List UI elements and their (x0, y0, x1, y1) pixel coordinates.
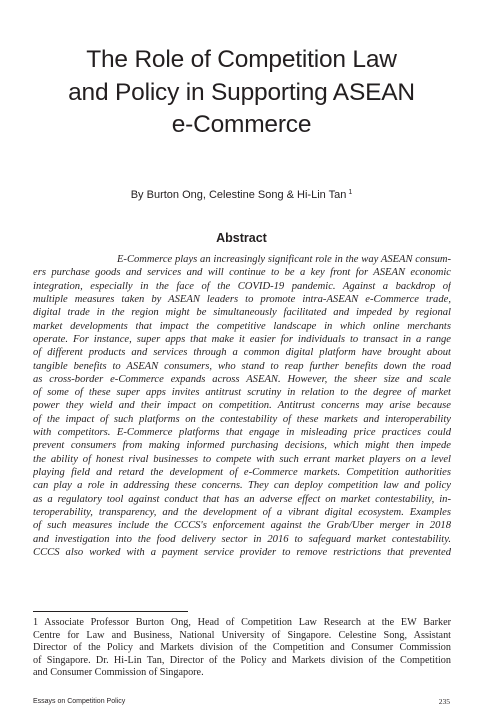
footnote-line: Director of the Policy and Markets division of the Competition and Consumer Commission (33, 642, 451, 654)
abstract-line: integration, especially in the face of the COVID-19 pandemic. Against a backdrop of (33, 280, 451, 292)
abstract-line: multiple measures taken by ASEAN leaders to promote intra-ASEAN e-Commerce trade, (33, 293, 451, 305)
abstract-line: power they wield and their impact on competition. Antitrust concerns may arise because (33, 400, 451, 412)
title-line: The Role of Competition Law (86, 46, 397, 73)
title-line: and Policy in Supporting ASEAN (68, 78, 415, 106)
abstract-line: prevent consumers from making informed purchasing decisions, which might then impede (33, 440, 451, 452)
abstract-line: E-Commerce plays an increasingly significant role in the way ASEAN consum- (117, 254, 451, 265)
abstract-line: can play a role in addressing these concerns. They can deploy competition law and policy (33, 480, 451, 492)
paper-title (0, 44, 483, 142)
page-number: 235 (438, 697, 450, 706)
abstract-line: of different products and services through a common digital platform have brought about (33, 347, 451, 359)
abstract-line: as cross-border e-Commerce expands across ASEAN. However, the sheer size and scale (33, 373, 451, 385)
footnote-line: and Consumer Commission of Singapore. (33, 667, 204, 679)
abstract-line: and investigation into the food delivery sector in 2016 to safeguard market contestability. (33, 533, 451, 545)
abstract-line: CCCS also worked with a payment service provider to remove restrictions that prevented (33, 546, 451, 558)
abstract-line: of such measures include the CCCS's enforcement against the Grab/Uber merger in 2018 (33, 520, 451, 532)
abstract-line: playing field and retard the development of e-Commerce markets. Competition authorities (33, 467, 451, 478)
footnote (33, 617, 451, 680)
footnote-line: of Singapore. Dr. Hi-Lin Tan, Director of the Policy and Markets division of the Competition (33, 654, 451, 666)
abstract-line: teroperability, transparency, and the development of a vibrant digital ecosystem. Examples (33, 506, 451, 518)
footnote-line: 1 Associate Professor Burton Ong, Head of Competition Law Research at the EW Barker (33, 617, 451, 628)
abstract-line: the ability of honest rival businesses to compete with such errant market players on a level (33, 453, 451, 465)
abstract-heading: Abstract (216, 231, 267, 245)
title-line: e-Commerce (171, 111, 312, 138)
abstract-body (33, 253, 451, 559)
author-footnote-marker[interactable]: 1 (348, 189, 353, 196)
running-footer-title: Essays on Competition Policy (33, 698, 126, 705)
author-names: By Burton Ong, Celestine Song & Hi-Lin Tan (130, 189, 347, 201)
footnote-divider (33, 611, 188, 612)
abstract-line: as a regulatory tool against conduct that has an adverse effect on market contestability, in- (33, 493, 451, 505)
abstract-line: with competitors. E-Commerce platforms that engage in misleading price practices could (33, 427, 451, 439)
footnote-line: Centre for Law and Business, National University of Singapore. Celestine Song, Assistant (33, 629, 451, 641)
abstract-line: of the impact of such platforms on the contestability of these markets and interoperability (33, 413, 451, 425)
author-byline (0, 186, 483, 202)
abstract-line: ers purchase goods and services and will continue to be a key front for ASEAN economic (33, 267, 451, 279)
abstract-line: market developments that impact the competitive landscape in which online merchants (33, 320, 451, 332)
abstract-line: digital trade in the region might be simultaneously facilitated and impeded by regional (33, 307, 451, 319)
abstract-line: operate. For instance, super apps that make it easier for individuals to transact in a range (33, 333, 451, 345)
abstract-line: of some of these super apps invites antitrust scrutiny in relation to the degree of market (33, 387, 451, 399)
abstract-line: tangible benefits to ASEAN consumers, who stand to reap further benefits down the road (33, 360, 451, 372)
